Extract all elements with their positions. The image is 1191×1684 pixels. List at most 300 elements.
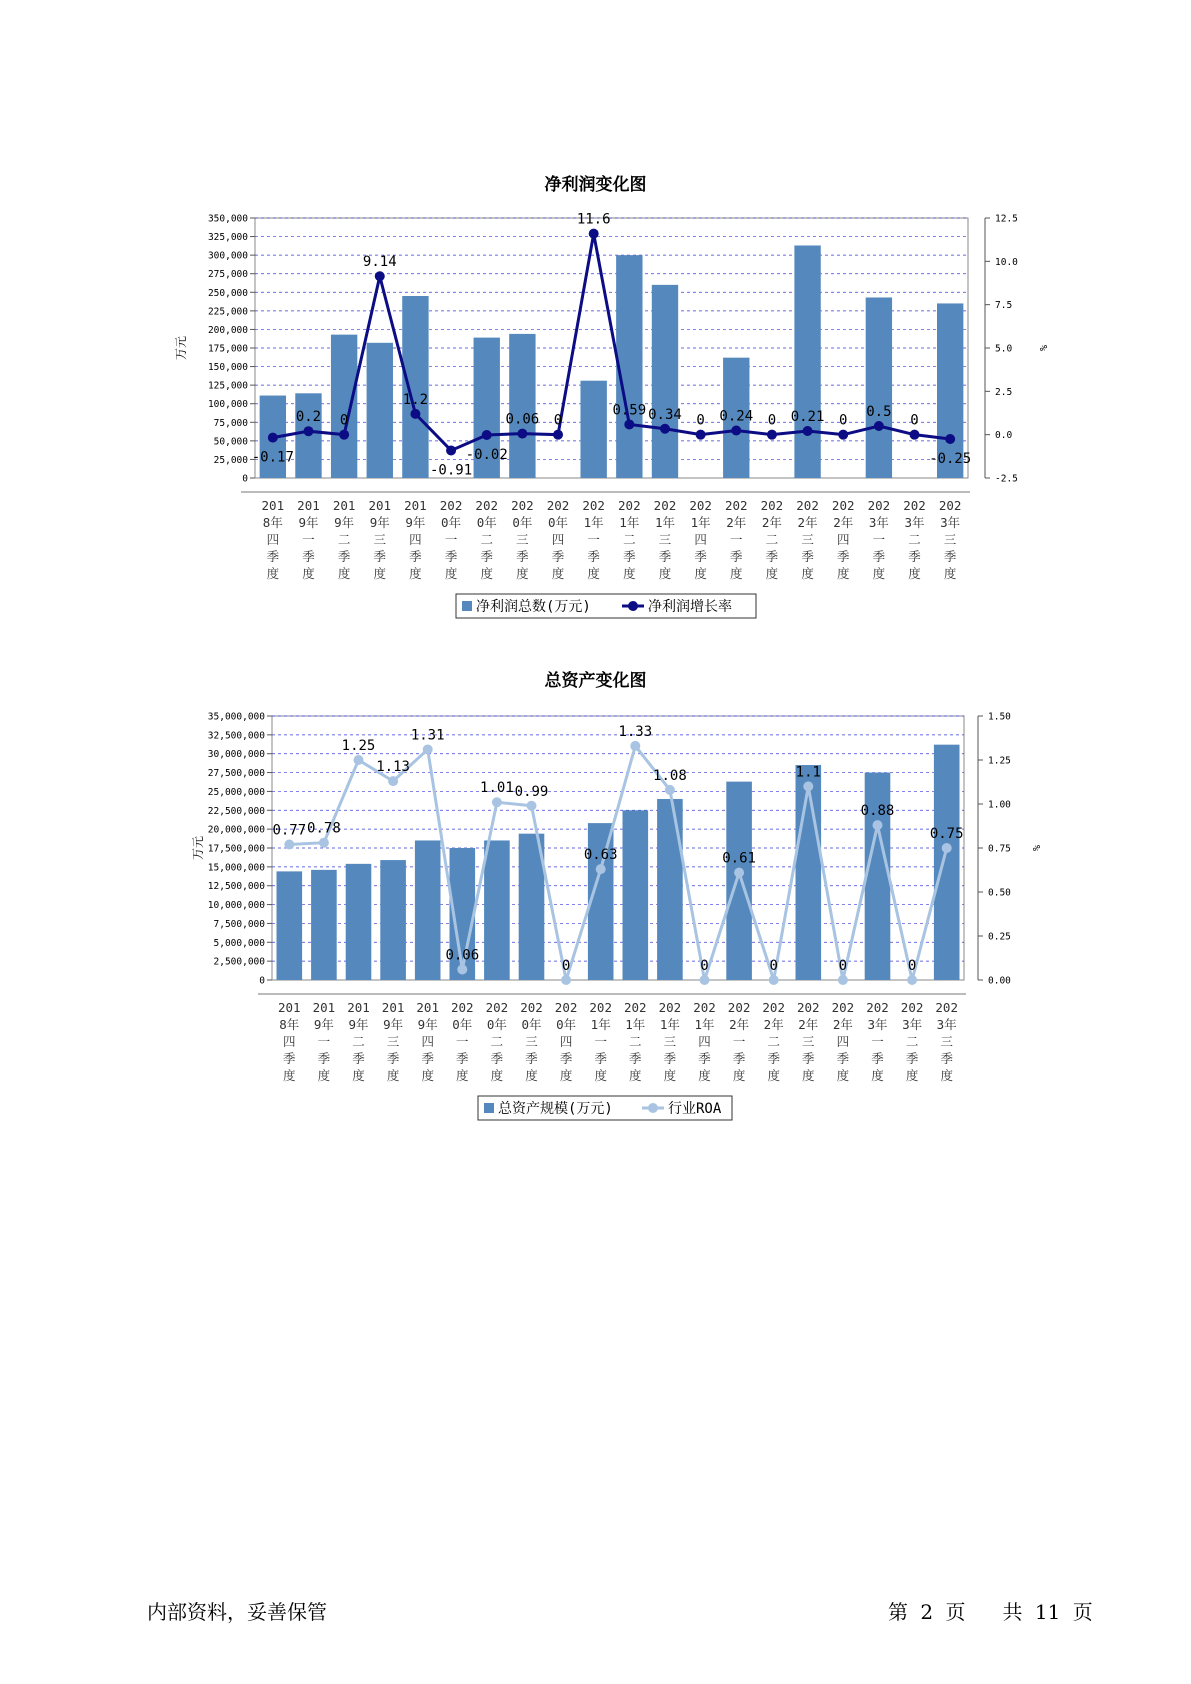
data-label: 0 (696, 412, 705, 429)
data-label: 0 (907, 958, 917, 974)
line-point (596, 864, 606, 874)
x-tick-label: 季 (908, 549, 921, 564)
x-tick-label: 度 (352, 1068, 365, 1083)
line-point (303, 426, 313, 436)
x-tick-label: 度 (629, 1068, 642, 1083)
x-tick-label: 季 (317, 1051, 331, 1066)
x-tick-label: 202 (900, 1000, 924, 1015)
x-tick-label: 度 (905, 1068, 919, 1083)
x-tick-label: 季 (352, 1051, 365, 1066)
x-tick-label: 季 (623, 549, 636, 564)
bar (934, 745, 960, 980)
x-tick-label: 0年 (521, 1017, 542, 1032)
data-label: 0.88 (860, 803, 895, 820)
x-tick-label: 201 (332, 498, 356, 513)
y2-tick-label: 10.0 (995, 256, 1018, 268)
y-tick-label: 2,500,000 (213, 956, 265, 968)
x-tick-label: 度 (302, 566, 315, 581)
y2-tick-label: -2.5 (995, 473, 1018, 485)
x-tick-label: 2年 (797, 515, 818, 530)
bar (346, 864, 372, 980)
x-tick-label: 0年 (452, 1017, 473, 1032)
data-label: 1.25 (341, 738, 376, 754)
bar (380, 860, 406, 980)
page-suffix: 页 (945, 1600, 966, 1624)
x-tick-label: 201 (297, 498, 320, 513)
x-tick-label: 3年 (940, 515, 961, 530)
bar (657, 799, 683, 980)
y-tick-label: 100,000 (207, 399, 248, 411)
bar (866, 297, 892, 478)
line-point (354, 755, 364, 765)
x-tick-label: 季 (801, 549, 814, 564)
x-tick-label: 202 (546, 498, 570, 513)
x-tick-label: 8年 (279, 1017, 300, 1032)
x-tick-label: 一 (444, 532, 458, 547)
x-tick-label: 一 (871, 1034, 884, 1049)
x-tick-label: 202 (624, 1000, 647, 1015)
data-label: 1.1 (795, 764, 821, 781)
line-point (803, 781, 813, 791)
x-tick-label: 1年 (690, 515, 711, 530)
y-tick-label: 32,500,000 (207, 730, 265, 742)
x-tick-label: 202 (554, 1000, 578, 1015)
y-tick-label: 200,000 (207, 324, 248, 336)
x-tick-label: 202 (831, 1000, 855, 1015)
x-tick-label: 度 (871, 1068, 884, 1083)
y-axis-title: 万元 (174, 335, 188, 361)
x-tick-label: 0年 (556, 1017, 577, 1032)
x-tick-label: 度 (516, 566, 529, 581)
data-label: 0.78 (307, 820, 341, 837)
x-tick-label: 度 (908, 566, 921, 581)
x-tick-label: 季 (767, 1051, 780, 1066)
net-profit-chart-svg (0, 0, 1191, 640)
y2-tick-label: 1.50 (988, 711, 1011, 723)
legend-line-marker (628, 601, 638, 611)
x-tick-label: 三 (801, 532, 814, 547)
total-prefix: 共 (1002, 1600, 1023, 1624)
x-tick-label: 0年 (512, 515, 533, 530)
y2-tick-label: 0.75 (988, 843, 1011, 855)
y-tick-label: 12,500,000 (207, 881, 265, 893)
legend-bar-swatch (484, 1103, 494, 1113)
x-tick-label: 季 (283, 1051, 296, 1066)
x-tick-label: 一 (456, 1034, 469, 1049)
legend-line-label: 净利润增长率 (648, 599, 732, 615)
line-point (696, 430, 706, 440)
y-tick-label: 35,000,000 (207, 711, 265, 723)
y2-axis-title: % (1037, 344, 1048, 352)
x-tick-label: 0年 (548, 515, 569, 530)
data-label: 1.33 (618, 723, 653, 740)
x-tick-label: 季 (905, 1051, 919, 1066)
x-tick-label: 二 (352, 1034, 365, 1049)
x-tick-label: 度 (587, 566, 600, 581)
line-point (665, 785, 675, 795)
x-tick-label: 度 (386, 1068, 400, 1083)
data-label: 0.63 (583, 847, 618, 864)
x-tick-label: 202 (451, 1000, 474, 1015)
x-tick-label: 202 (867, 498, 891, 513)
x-tick-label: 季 (663, 1051, 677, 1066)
data-label: 1.13 (376, 759, 410, 776)
x-tick-label: 季 (940, 1051, 953, 1066)
x-tick-label: 季 (732, 1051, 746, 1066)
line-point (660, 424, 670, 434)
line-point (492, 797, 502, 807)
y2-tick-label: 0.00 (988, 975, 1011, 987)
x-tick-label: 202 (935, 1000, 958, 1015)
x-tick-label: 二 (337, 532, 351, 547)
y-tick-label: 25,000,000 (207, 786, 265, 798)
legend-bar-swatch (462, 601, 472, 611)
y2-tick-label: 2.5 (995, 386, 1013, 398)
x-tick-label: 0年 (441, 515, 462, 530)
y-tick-label: 10,000,000 (207, 900, 265, 912)
bar (652, 285, 678, 478)
x-tick-label: 202 (727, 1000, 751, 1015)
x-tick-label: 9年 (369, 515, 390, 530)
data-label: 0 (339, 412, 349, 429)
x-tick-label: 202 (938, 498, 962, 513)
line-point (624, 419, 634, 429)
x-tick-label: 季 (730, 549, 743, 564)
y2-tick-label: 0.25 (988, 931, 1011, 943)
y2-tick-label: 5.0 (995, 343, 1013, 355)
x-tick-label: 三 (802, 1034, 815, 1049)
line-point (561, 975, 571, 985)
x-tick-label: 度 (802, 1068, 815, 1083)
x-tick-label: 一 (730, 532, 743, 547)
x-tick-label: 2年 (761, 515, 782, 530)
data-label: 0 (553, 412, 563, 429)
y-tick-label: 30,000,000 (207, 749, 265, 761)
y-tick-label: 7,500,000 (213, 918, 265, 930)
y-tick-label: 125,000 (207, 380, 248, 392)
x-tick-label: 度 (266, 566, 280, 581)
x-tick-label: 201 (381, 1000, 405, 1015)
x-tick-label: 202 (796, 498, 819, 513)
y-tick-label: 150,000 (207, 362, 248, 374)
footer-confidential-note: 内部资料，妥善保管 (147, 1600, 327, 1624)
data-label: 0 (561, 958, 571, 974)
x-tick-label: 201 (416, 1000, 439, 1015)
x-tick-label: 四 (266, 532, 280, 547)
x-tick-label: 四 (409, 532, 422, 547)
x-tick-label: 三 (525, 1034, 538, 1049)
x-tick-label: 三 (516, 532, 529, 547)
x-tick-label: 202 (511, 498, 534, 513)
x-tick-label: 202 (582, 498, 605, 513)
x-tick-label: 季 (559, 1051, 573, 1066)
y-tick-label: 15,000,000 (207, 862, 265, 874)
x-tick-label: 度 (836, 566, 850, 581)
x-tick-label: 度 (444, 566, 458, 581)
total-assets-chart-svg (0, 660, 1191, 1117)
x-tick-label: 201 (278, 1000, 301, 1015)
x-tick-label: 202 (866, 1000, 889, 1015)
x-tick-label: 202 (589, 1000, 612, 1015)
x-tick-label: 度 (490, 1068, 504, 1083)
x-tick-label: 度 (663, 1068, 677, 1083)
line-point (589, 229, 599, 239)
bar (402, 296, 428, 478)
x-tick-label: 季 (516, 549, 529, 564)
data-label: 1.31 (410, 727, 445, 744)
line-point (339, 430, 349, 440)
x-tick-label: 度 (559, 1068, 573, 1083)
y-tick-label: 5,000,000 (213, 937, 265, 949)
x-tick-label: 季 (337, 549, 351, 564)
data-label: 0 (910, 412, 919, 429)
x-tick-label: 202 (439, 498, 463, 513)
x-tick-label: 1年 (659, 1017, 680, 1032)
x-tick-label: 度 (767, 1068, 780, 1083)
x-tick-label: 二 (767, 1034, 780, 1049)
x-tick-label: 季 (409, 549, 422, 564)
x-tick-label: 度 (283, 1068, 296, 1083)
line-point (457, 964, 467, 974)
data-label: 1.01 (480, 780, 514, 797)
x-tick-label: 9年 (334, 515, 355, 530)
x-tick-label: 度 (594, 1068, 607, 1083)
x-tick-label: 度 (732, 1068, 746, 1083)
y2-tick-label: 12.5 (995, 213, 1018, 225)
x-tick-label: 3年 (936, 1017, 957, 1032)
y2-tick-label: 1.25 (988, 755, 1011, 767)
x-tick-label: 0年 (486, 1017, 507, 1032)
x-tick-label: 1年 (694, 1017, 715, 1032)
data-label: -0.17 (251, 449, 294, 466)
line-point (423, 744, 433, 754)
bar (367, 343, 393, 478)
data-label: -0.91 (429, 462, 473, 479)
data-label: 0.77 (272, 822, 307, 839)
line-point (734, 868, 744, 878)
x-tick-label: 3年 (902, 1017, 923, 1032)
data-label: 0 (767, 412, 777, 429)
line-point (945, 434, 955, 444)
line-point (700, 975, 710, 985)
y-tick-label: 20,000,000 (207, 824, 265, 836)
line-point (910, 430, 920, 440)
x-tick-label: 3年 (904, 515, 925, 530)
y-tick-label: 225,000 (207, 306, 248, 318)
x-tick-label: 9年 (383, 1017, 404, 1032)
line-point (769, 975, 779, 985)
line-point (446, 445, 456, 455)
x-tick-label: 202 (520, 1000, 543, 1015)
x-tick-label: 季 (836, 549, 850, 564)
x-tick-label: 季 (444, 549, 458, 564)
bar (311, 870, 337, 980)
x-tick-label: 三 (943, 532, 957, 547)
x-tick-label: 度 (421, 1068, 434, 1083)
x-tick-label: 季 (658, 549, 672, 564)
y-tick-label: 0 (259, 975, 265, 987)
x-tick-label: 一 (317, 1034, 331, 1049)
y-tick-label: 50,000 (213, 436, 248, 448)
x-tick-label: 二 (629, 1034, 642, 1049)
data-label: 1.2 (402, 391, 429, 408)
x-tick-label: 202 (693, 1000, 716, 1015)
footer-page-number (888, 1596, 1093, 1625)
x-tick-label: 202 (618, 498, 641, 513)
y2-tick-label: 1.00 (988, 799, 1011, 811)
chart-title: 总资产变化图 (544, 671, 647, 691)
data-label: 11.6 (576, 211, 611, 228)
y2-tick-label: 0.50 (988, 887, 1011, 899)
data-label: 0.59 (612, 402, 647, 419)
x-tick-label: 2年 (798, 1017, 819, 1032)
y-tick-label: 300,000 (207, 250, 248, 262)
x-tick-label: 三 (386, 1034, 400, 1049)
x-tick-label: 201 (312, 1000, 336, 1015)
x-tick-label: 季 (698, 1051, 711, 1066)
bar (580, 381, 606, 478)
x-tick-label: 9年 (348, 1017, 369, 1032)
x-tick-label: 201 (347, 1000, 370, 1015)
x-tick-label: 二 (765, 532, 779, 547)
x-tick-label: 一 (587, 532, 600, 547)
legend-line-label: 行业ROA (668, 1101, 722, 1117)
bar (276, 871, 302, 980)
x-tick-label: 一 (732, 1034, 746, 1049)
x-tick-label: 度 (373, 566, 387, 581)
x-tick-label: 二 (908, 532, 921, 547)
x-tick-label: 1年 (583, 515, 604, 530)
data-label: -0.02 (465, 447, 508, 464)
x-tick-label: 度 (337, 566, 351, 581)
x-tick-label: 202 (475, 498, 499, 513)
line-point (388, 776, 398, 786)
x-tick-label: 9年 (298, 515, 319, 530)
x-tick-label: 度 (801, 566, 814, 581)
x-tick-label: 季 (765, 549, 779, 564)
x-tick-label: 202 (658, 1000, 682, 1015)
x-tick-label: 9年 (405, 515, 426, 530)
line-point (482, 430, 492, 440)
x-tick-label: 四 (698, 1034, 711, 1049)
x-tick-label: 四 (421, 1034, 434, 1049)
x-tick-label: 季 (373, 549, 387, 564)
x-tick-label: 度 (943, 566, 957, 581)
line-point (838, 430, 848, 440)
data-label: 0.75 (929, 826, 964, 842)
x-tick-label: 四 (551, 532, 565, 547)
data-label: 1.08 (653, 767, 687, 784)
data-label: 0.99 (514, 783, 549, 800)
x-tick-label: 季 (490, 1051, 504, 1066)
y-tick-label: 17,500,000 (207, 843, 265, 855)
bar (795, 765, 821, 980)
x-tick-label: 202 (762, 1000, 785, 1015)
x-tick-label: 度 (551, 566, 565, 581)
line-point (942, 843, 952, 853)
x-tick-label: 季 (302, 549, 315, 564)
x-tick-label: 度 (698, 1068, 711, 1083)
x-tick-label: 1年 (654, 515, 675, 530)
data-label: 0.5 (866, 404, 892, 420)
x-tick-label: 202 (724, 498, 748, 513)
y-tick-label: 325,000 (207, 232, 248, 244)
x-tick-label: 2年 (729, 1017, 750, 1032)
bar (331, 335, 357, 478)
chart-title: 净利润变化图 (544, 175, 647, 195)
x-tick-label: 季 (594, 1051, 607, 1066)
data-label: -0.25 (929, 451, 972, 467)
data-label: 0 (700, 958, 709, 974)
total-suffix: 页 (1072, 1600, 1093, 1624)
x-tick-label: 202 (689, 498, 712, 513)
bar (509, 334, 535, 478)
x-tick-label: 四 (559, 1034, 573, 1049)
y2-tick-label: 7.5 (995, 300, 1013, 312)
data-label: 0 (769, 958, 778, 974)
x-tick-label: 202 (485, 1000, 509, 1015)
y-tick-label: 75,000 (213, 417, 248, 429)
y-tick-label: 25,000 (213, 454, 248, 466)
y-tick-label: 22,500,000 (207, 805, 265, 817)
x-tick-label: 3年 (868, 515, 889, 530)
x-tick-label: 1年 (619, 515, 640, 530)
x-tick-label: 季 (386, 1051, 400, 1066)
x-tick-label: 季 (421, 1051, 434, 1066)
y2-axis-title: % (1030, 844, 1041, 852)
x-tick-label: 度 (409, 566, 422, 581)
x-tick-label: 202 (831, 498, 855, 513)
x-tick-label: 四 (283, 1034, 296, 1049)
page-total: 11 (1034, 1600, 1061, 1624)
x-tick-label: 201 (261, 498, 285, 513)
x-tick-label: 度 (658, 566, 672, 581)
x-tick-label: 三 (663, 1034, 677, 1049)
y-axis-title: 万元 (191, 835, 205, 861)
x-tick-label: 201 (368, 498, 392, 513)
line-point (517, 429, 527, 439)
x-tick-label: 1年 (590, 1017, 611, 1032)
x-tick-label: 度 (456, 1068, 469, 1083)
line-point (873, 820, 883, 830)
x-tick-label: 202 (653, 498, 677, 513)
x-tick-label: 四 (836, 532, 850, 547)
x-tick-label: 季 (266, 549, 280, 564)
y-tick-label: 250,000 (207, 287, 248, 299)
x-tick-label: 度 (480, 566, 493, 581)
x-tick-label: 季 (871, 1051, 884, 1066)
y-tick-label: 275,000 (207, 269, 248, 281)
line-point (838, 975, 848, 985)
x-tick-label: 1年 (625, 1017, 646, 1032)
line-point (553, 430, 563, 440)
x-tick-label: 201 (404, 498, 427, 513)
x-tick-label: 二 (490, 1034, 504, 1049)
line-point (767, 430, 777, 440)
x-tick-label: 度 (623, 566, 636, 581)
data-label: 0.06 (445, 947, 480, 964)
y-tick-label: 175,000 (207, 343, 248, 355)
x-tick-label: 9年 (313, 1017, 334, 1032)
data-label: 0.2 (295, 409, 322, 426)
x-tick-label: 度 (836, 1068, 850, 1083)
x-tick-label: 202 (797, 1000, 820, 1015)
bar (726, 782, 752, 980)
data-label: 0.24 (719, 408, 754, 425)
data-label: 0.61 (722, 850, 756, 867)
bar (622, 810, 648, 980)
line-point (907, 975, 917, 985)
